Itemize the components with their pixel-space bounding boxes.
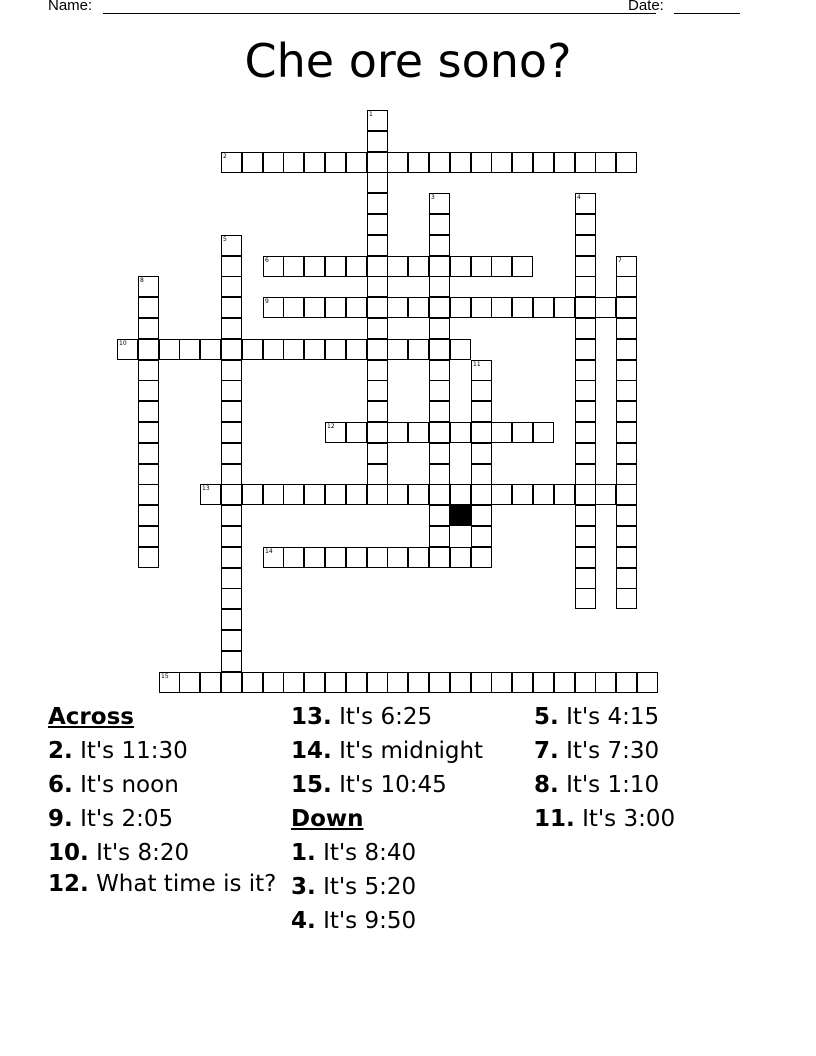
grid-cell[interactable] (616, 380, 637, 401)
grid-cell[interactable] (221, 630, 242, 651)
grid-cell[interactable] (304, 339, 325, 360)
grid-cell[interactable] (408, 484, 429, 505)
grid-cell[interactable] (346, 152, 367, 173)
grid-cell[interactable] (616, 547, 637, 568)
grid-cell[interactable] (200, 484, 221, 505)
grid-cell[interactable] (491, 152, 512, 173)
grid-cell[interactable] (221, 464, 242, 485)
grid-cell[interactable] (471, 256, 492, 277)
grid-cell[interactable] (429, 276, 450, 297)
grid-cell[interactable] (575, 464, 596, 485)
grid-cell[interactable] (616, 152, 637, 173)
grid-cell[interactable] (450, 152, 471, 173)
grid-cell[interactable] (575, 505, 596, 526)
clue-across-15: 15. It's 10:45 (291, 772, 447, 798)
grid-cell[interactable] (512, 297, 533, 318)
grid-cell[interactable] (304, 256, 325, 277)
grid-cell[interactable] (346, 297, 367, 318)
grid-cell[interactable] (491, 484, 512, 505)
grid-cell[interactable] (242, 672, 263, 693)
grid-cell[interactable] (471, 464, 492, 485)
cell-number: 6 (265, 257, 269, 264)
grid-cell[interactable] (283, 256, 304, 277)
grid-cell[interactable] (221, 609, 242, 630)
grid-cell[interactable] (533, 484, 554, 505)
grid-cell[interactable] (138, 276, 159, 297)
puzzle-title: Che ore sono? (244, 34, 572, 88)
grid-cell[interactable] (429, 360, 450, 381)
grid-cell[interactable] (491, 297, 512, 318)
grid-cell[interactable] (471, 360, 492, 381)
clue-column-1 (48, 700, 278, 898)
grid-cell[interactable] (387, 297, 408, 318)
grid-cell[interactable] (575, 318, 596, 339)
clue-column-3 (534, 700, 774, 836)
grid-cell[interactable] (429, 443, 450, 464)
grid-cell[interactable] (221, 152, 242, 173)
grid-cell[interactable] (616, 443, 637, 464)
cell-number: 11 (473, 361, 481, 368)
grid-cell[interactable] (387, 422, 408, 443)
cell-number: 1 (369, 111, 373, 118)
grid-cell[interactable] (533, 152, 554, 173)
grid-cell[interactable] (616, 588, 637, 609)
grid-cell[interactable] (554, 672, 575, 693)
grid-cell[interactable] (408, 422, 429, 443)
grid-cell[interactable] (429, 380, 450, 401)
grid-cell[interactable] (429, 422, 450, 443)
clue-down-8: 8. It's 1:10 (534, 772, 660, 798)
grid-cell[interactable] (304, 152, 325, 173)
grid-cell[interactable] (304, 547, 325, 568)
grid-cell[interactable] (325, 672, 346, 693)
grid-cell[interactable] (575, 526, 596, 547)
grid-cell[interactable] (575, 339, 596, 360)
grid-cell[interactable] (138, 339, 159, 360)
grid-cell[interactable] (221, 318, 242, 339)
clue-across-10: 10. It's 8:20 (48, 840, 190, 866)
grid-cell[interactable] (491, 422, 512, 443)
grid-cell[interactable] (595, 484, 616, 505)
clue-across-2: 2. It's 11:30 (48, 738, 188, 764)
grid-cell[interactable] (325, 297, 346, 318)
grid-cell[interactable] (221, 235, 242, 256)
grid-cell[interactable] (575, 152, 596, 173)
grid-cell[interactable] (221, 505, 242, 526)
grid-cell[interactable] (471, 152, 492, 173)
grid-cell[interactable] (512, 484, 533, 505)
grid-cell[interactable] (450, 547, 471, 568)
grid-cell[interactable] (408, 547, 429, 568)
grid-cell[interactable] (408, 256, 429, 277)
grid-cell[interactable] (242, 484, 263, 505)
grid-cell[interactable] (450, 484, 471, 505)
grid-cell[interactable] (616, 464, 637, 485)
grid-cell[interactable] (159, 672, 180, 693)
grid-cell[interactable] (575, 568, 596, 589)
grid-cell[interactable] (450, 297, 471, 318)
grid-cell[interactable] (512, 422, 533, 443)
grid-cell[interactable] (616, 360, 637, 381)
grid-cell[interactable] (221, 588, 242, 609)
grid-cell[interactable] (138, 464, 159, 485)
grid-cell[interactable] (138, 318, 159, 339)
grid-cell[interactable] (491, 672, 512, 693)
grid-cell[interactable] (367, 547, 388, 568)
grid-cell[interactable] (616, 568, 637, 589)
clue-across-13: 13. It's 6:25 (291, 704, 433, 730)
grid-cell[interactable] (616, 276, 637, 297)
clue-down-11: 11. It's 3:00 (534, 806, 676, 832)
grid-cell[interactable] (367, 360, 388, 381)
grid-cell[interactable] (263, 297, 284, 318)
grid-cell[interactable] (346, 672, 367, 693)
grid-cell[interactable] (159, 339, 180, 360)
grid-cell[interactable] (637, 672, 658, 693)
grid-cell[interactable] (283, 152, 304, 173)
grid-cell[interactable] (221, 256, 242, 277)
grid-cell[interactable] (325, 547, 346, 568)
grid-cell[interactable] (471, 401, 492, 422)
clue-across-6: 6. It's noon (48, 772, 179, 798)
grid-cell[interactable] (554, 484, 575, 505)
grid-cell[interactable] (367, 297, 388, 318)
cell-number: 13 (202, 485, 210, 492)
grid-cell[interactable] (575, 484, 596, 505)
grid-cell[interactable] (429, 464, 450, 485)
grid-cell[interactable] (325, 339, 346, 360)
black-cell (450, 505, 471, 526)
grid-cell[interactable] (575, 443, 596, 464)
grid-cell[interactable] (304, 672, 325, 693)
grid-cell[interactable] (429, 672, 450, 693)
grid-cell[interactable] (595, 672, 616, 693)
name-label: Name: (48, 0, 93, 14)
grid-cell[interactable] (242, 339, 263, 360)
grid-cell[interactable] (471, 526, 492, 547)
grid-cell[interactable] (471, 505, 492, 526)
grid-cell[interactable] (221, 547, 242, 568)
grid-cell[interactable] (346, 422, 367, 443)
grid-cell[interactable] (429, 484, 450, 505)
grid-cell[interactable] (138, 505, 159, 526)
grid-cell[interactable] (367, 131, 388, 152)
grid-cell[interactable] (616, 256, 637, 277)
grid-cell[interactable] (429, 214, 450, 235)
cell-number: 4 (577, 194, 581, 201)
grid-cell[interactable] (325, 422, 346, 443)
grid-cell[interactable] (616, 297, 637, 318)
grid-cell[interactable] (367, 422, 388, 443)
grid-cell[interactable] (263, 484, 284, 505)
cell-number: 8 (140, 277, 144, 284)
grid-cell[interactable] (429, 235, 450, 256)
grid-cell[interactable] (367, 172, 388, 193)
grid-cell[interactable] (575, 588, 596, 609)
grid-cell[interactable] (616, 672, 637, 693)
grid-cell[interactable] (575, 276, 596, 297)
clue-down-7: 7. It's 7:30 (534, 738, 660, 764)
grid-cell[interactable] (575, 256, 596, 277)
grid-cell[interactable] (346, 547, 367, 568)
grid-cell[interactable] (221, 276, 242, 297)
grid-cell[interactable] (367, 214, 388, 235)
grid-cell[interactable] (221, 401, 242, 422)
cell-number: 5 (223, 236, 227, 243)
grid-cell[interactable] (575, 235, 596, 256)
grid-cell[interactable] (367, 193, 388, 214)
grid-cell[interactable] (283, 547, 304, 568)
grid-cell[interactable] (575, 297, 596, 318)
grid-cell[interactable] (283, 672, 304, 693)
grid-cell[interactable] (575, 672, 596, 693)
cell-number: 10 (119, 340, 127, 347)
grid-cell[interactable] (429, 256, 450, 277)
grid-cell[interactable] (429, 505, 450, 526)
cell-number: 15 (161, 673, 169, 680)
grid-cell[interactable] (367, 318, 388, 339)
grid-cell[interactable] (367, 110, 388, 131)
grid-cell[interactable] (138, 443, 159, 464)
grid-cell[interactable] (616, 318, 637, 339)
grid-cell[interactable] (387, 339, 408, 360)
grid-cell[interactable] (512, 152, 533, 173)
grid-cell[interactable] (367, 276, 388, 297)
grid-cell[interactable] (221, 422, 242, 443)
grid-cell[interactable] (471, 484, 492, 505)
grid-cell[interactable] (450, 339, 471, 360)
grid-cell[interactable] (283, 484, 304, 505)
grid-cell[interactable] (533, 672, 554, 693)
grid-cell[interactable] (429, 318, 450, 339)
grid-cell[interactable] (429, 193, 450, 214)
grid-cell[interactable] (471, 547, 492, 568)
grid-cell[interactable] (575, 547, 596, 568)
clue-down-3: 3. It's 5:20 (291, 874, 417, 900)
grid-cell[interactable] (429, 297, 450, 318)
grid-cell[interactable] (408, 672, 429, 693)
grid-cell[interactable] (471, 672, 492, 693)
grid-cell[interactable] (595, 297, 616, 318)
grid-cell[interactable] (575, 422, 596, 443)
clue-down-1: 1. It's 8:40 (291, 840, 417, 866)
grid-cell[interactable] (221, 443, 242, 464)
grid-cell[interactable] (200, 339, 221, 360)
grid-cell[interactable] (325, 256, 346, 277)
grid-cell[interactable] (367, 484, 388, 505)
cell-number: 12 (327, 423, 335, 430)
grid-cell[interactable] (616, 484, 637, 505)
grid-cell[interactable] (616, 505, 637, 526)
grid-cell[interactable] (408, 152, 429, 173)
across-heading: Across (48, 704, 134, 730)
grid-cell[interactable] (367, 235, 388, 256)
grid-cell[interactable] (221, 297, 242, 318)
grid-cell[interactable] (304, 297, 325, 318)
grid-cell[interactable] (304, 484, 325, 505)
grid-cell[interactable] (221, 672, 242, 693)
grid-cell[interactable] (575, 360, 596, 381)
grid-cell[interactable] (138, 484, 159, 505)
grid-cell[interactable] (138, 401, 159, 422)
grid-cell[interactable] (616, 339, 637, 360)
grid-cell[interactable] (263, 256, 284, 277)
clue-column-2 (291, 700, 531, 938)
grid-cell[interactable] (346, 256, 367, 277)
cell-number: 14 (265, 548, 273, 555)
grid-cell[interactable] (575, 193, 596, 214)
grid-cell[interactable] (221, 339, 242, 360)
grid-cell[interactable] (616, 422, 637, 443)
grid-cell[interactable] (429, 339, 450, 360)
grid-cell[interactable] (429, 401, 450, 422)
grid-cell[interactable] (471, 297, 492, 318)
grid-cell[interactable] (450, 672, 471, 693)
date-label: Date: (628, 0, 664, 14)
grid-cell[interactable] (221, 651, 242, 672)
grid-cell[interactable] (367, 339, 388, 360)
grid-cell[interactable] (616, 401, 637, 422)
grid-cell[interactable] (221, 360, 242, 381)
grid-cell[interactable] (408, 297, 429, 318)
grid-cell[interactable] (138, 297, 159, 318)
grid-cell[interactable] (138, 422, 159, 443)
grid-cell[interactable] (263, 547, 284, 568)
grid-cell[interactable] (138, 380, 159, 401)
grid-cell[interactable] (200, 672, 221, 693)
down-heading: Down (291, 806, 364, 832)
grid-cell[interactable] (429, 152, 450, 173)
grid-cell[interactable] (367, 152, 388, 173)
grid-cell[interactable] (367, 380, 388, 401)
grid-cell[interactable] (533, 297, 554, 318)
clue-across-12: 12. What time is it? (48, 871, 277, 897)
grid-cell[interactable] (283, 339, 304, 360)
grid-cell[interactable] (387, 547, 408, 568)
grid-cell[interactable] (575, 214, 596, 235)
cell-number: 3 (431, 194, 435, 201)
grid-cell[interactable] (367, 672, 388, 693)
grid-cell[interactable] (554, 297, 575, 318)
grid-cell[interactable] (575, 401, 596, 422)
grid-cell[interactable] (471, 380, 492, 401)
grid-cell[interactable] (283, 297, 304, 318)
grid-cell[interactable] (138, 526, 159, 547)
grid-cell[interactable] (575, 380, 596, 401)
grid-cell[interactable] (242, 152, 263, 173)
grid-cell[interactable] (429, 547, 450, 568)
grid-cell[interactable] (221, 568, 242, 589)
grid-cell[interactable] (263, 339, 284, 360)
grid-cell[interactable] (387, 672, 408, 693)
grid-cell[interactable] (138, 547, 159, 568)
cell-number: 9 (265, 298, 269, 305)
grid-cell[interactable] (512, 672, 533, 693)
grid-cell[interactable] (387, 256, 408, 277)
grid-cell[interactable] (367, 464, 388, 485)
grid-cell[interactable] (179, 339, 200, 360)
clue-across-9: 9. It's 2:05 (48, 806, 174, 832)
grid-cell[interactable] (554, 152, 575, 173)
clue-down-5: 5. It's 4:15 (534, 704, 660, 730)
cell-number: 2 (223, 153, 227, 160)
grid-cell[interactable] (367, 256, 388, 277)
grid-cell[interactable] (512, 256, 533, 277)
grid-cell[interactable] (263, 152, 284, 173)
grid-cell[interactable] (367, 401, 388, 422)
grid-cell[interactable] (471, 422, 492, 443)
grid-cell[interactable] (387, 152, 408, 173)
grid-cell[interactable] (221, 526, 242, 547)
grid-cell[interactable] (533, 422, 554, 443)
grid-cell[interactable] (179, 672, 200, 693)
grid-cell[interactable] (387, 484, 408, 505)
cell-number: 7 (618, 257, 622, 264)
grid-cell[interactable] (221, 380, 242, 401)
clue-across-14: 14. It's midnight (291, 738, 484, 764)
grid-cell[interactable] (450, 422, 471, 443)
grid-cell[interactable] (325, 152, 346, 173)
grid-cell[interactable] (325, 484, 346, 505)
grid-cell[interactable] (367, 443, 388, 464)
grid-cell[interactable] (117, 339, 138, 360)
grid-cell[interactable] (595, 152, 616, 173)
clue-down-4: 4. It's 9:50 (291, 908, 417, 934)
grid-cell[interactable] (450, 256, 471, 277)
grid-cell[interactable] (346, 339, 367, 360)
grid-cell[interactable] (263, 672, 284, 693)
grid-cell[interactable] (429, 526, 450, 547)
grid-cell[interactable] (346, 484, 367, 505)
grid-cell[interactable] (221, 484, 242, 505)
grid-cell[interactable] (491, 256, 512, 277)
grid-cell[interactable] (138, 360, 159, 381)
grid-cell[interactable] (616, 526, 637, 547)
grid-cell[interactable] (471, 443, 492, 464)
grid-cell[interactable] (408, 339, 429, 360)
